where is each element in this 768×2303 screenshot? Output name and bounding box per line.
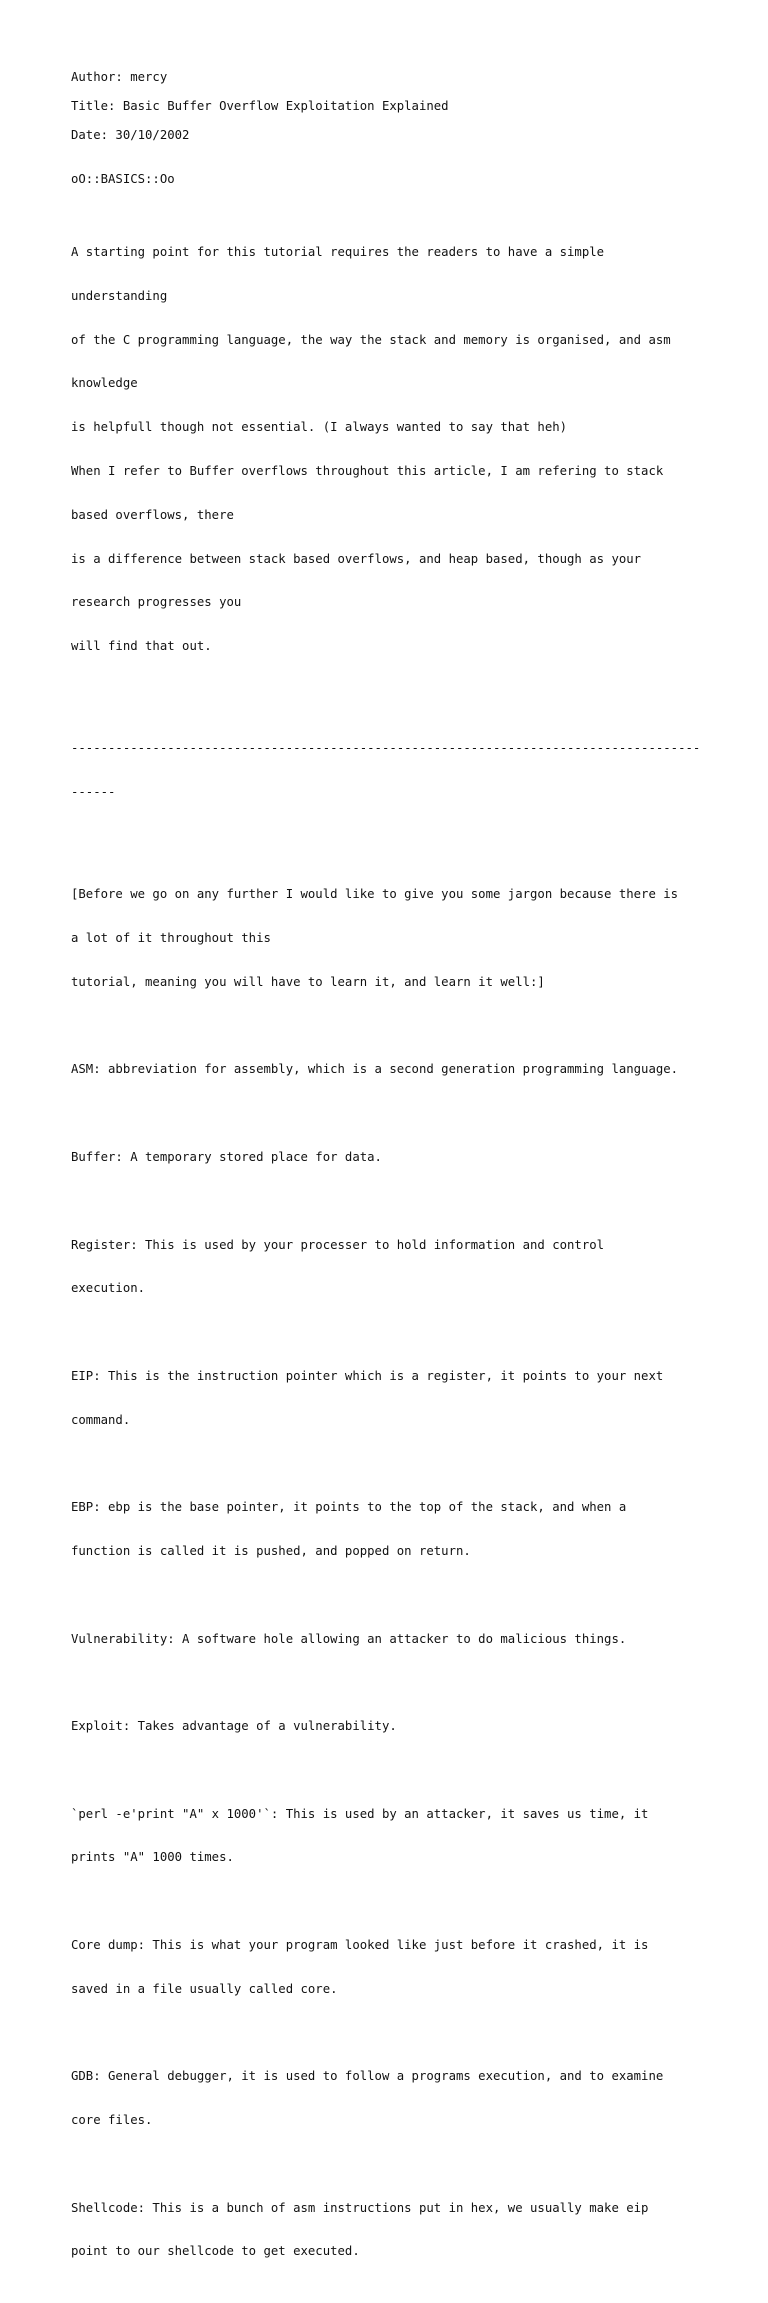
separator-line: ------------------------------------------------------------------------------------- <box>71 741 701 756</box>
glossary-line: point to our shellcode to get executed. <box>71 2244 360 2259</box>
intro-paragraph <box>71 216 701 683</box>
intro-line: A starting point for this tutorial requires the readers to have a simple <box>71 245 605 260</box>
intro-line: is a difference between stack based overflows, and heap based, though as your <box>71 551 642 566</box>
glossary-line: ASM: abbreviation for assembly, which is a second generation programming language. <box>71 1062 679 1077</box>
author-line: Author: mercy <box>71 70 168 84</box>
glossary-line: EIP: This is the instruction pointer which is a register, it points to your next <box>71 1368 664 1383</box>
glossary-line: Buffer: A temporary stored place for data. <box>71 1149 382 1164</box>
glossary-entry-buffer <box>71 1121 701 1194</box>
jargon-intro <box>71 858 701 1019</box>
intro-line: When I refer to Buffer overflows throughout this article, I am refering to stack <box>71 464 664 479</box>
glossary-line: execution. <box>71 1281 146 1296</box>
glossary-line: Core dump: This is what your program looked like just before it crashed, it is <box>71 1938 649 1952</box>
intro-line: of the C programming language, the way the stack and memory is organised, and asm <box>71 332 671 347</box>
glossary-line: Register: This is used by your processer to hold information and control <box>71 1237 605 1252</box>
glossary-line: saved in a file usually called core. <box>71 1981 338 1996</box>
glossary-entry-vulnerability <box>71 1602 701 1675</box>
section-heading: oO::BASICS::Oo <box>71 172 175 187</box>
glossary-line: prints "A" 1000 times. <box>71 1850 234 1865</box>
glossary-line: Exploit: Takes advantage of a vulnerability. <box>71 1719 397 1734</box>
glossary-line: core files. <box>71 2113 153 2128</box>
glossary-entry-gdb <box>71 2040 701 2157</box>
glossary-line: `perl -e'print "A" x 1000'`: This is used by an attacker, it saves us time, it <box>71 1806 649 1821</box>
intro-line: knowledge <box>71 376 138 391</box>
glossary-line: Shellcode: This is a bunch of asm instructions put in hex, we usually make eip <box>71 2200 649 2215</box>
intro-line: understanding <box>71 288 168 303</box>
glossary-line: command. <box>71 1412 131 1427</box>
intro-line: is helpfull though not essential. (I always wanted to say that heh) <box>71 420 568 435</box>
jargon-intro-line: a lot of it throughout this <box>71 931 271 946</box>
separator-rule <box>71 712 701 829</box>
jargon-intro-line: tutorial, meaning you will have to learn it, and learn it well:] <box>71 974 545 989</box>
jargon-intro-line: [Before we go on any further I would like to give you some jargon because there is <box>71 887 679 902</box>
glossary-line: GDB: General debugger, it is used to follow a programs execution, and to examine <box>71 2069 664 2084</box>
glossary-entry-shellcode <box>71 2172 701 2289</box>
intro-line: based overflows, there <box>71 507 234 522</box>
title-line: Title: Basic Buffer Overflow Exploitation Explained <box>71 99 449 114</box>
intro-line: research progresses you <box>71 595 242 610</box>
glossary-entry-exploit <box>71 1690 701 1763</box>
glossary-entry-asm <box>71 1033 701 1106</box>
glossary-line: Vulnerability: A software hole allowing an attacker to do malicious things. <box>71 1631 627 1646</box>
glossary-entry-eip <box>71 1340 701 1457</box>
intro-line: will find that out. <box>71 639 212 654</box>
date-line: Date: 30/10/2002 <box>71 128 190 143</box>
glossary-entry-core-dump <box>71 1909 701 2026</box>
glossary-line: EBP: ebp is the base pointer, it points to the top of the stack, and when a <box>71 1500 627 1515</box>
document-page <box>71 70 701 2303</box>
glossary-entry-perl <box>71 1777 701 1894</box>
separator-line: ------ <box>71 785 116 800</box>
glossary-entry-register <box>71 1208 701 1325</box>
glossary-entry-ebp <box>71 1471 701 1588</box>
glossary-line: function is called it is pushed, and popped on return. <box>71 1543 471 1558</box>
